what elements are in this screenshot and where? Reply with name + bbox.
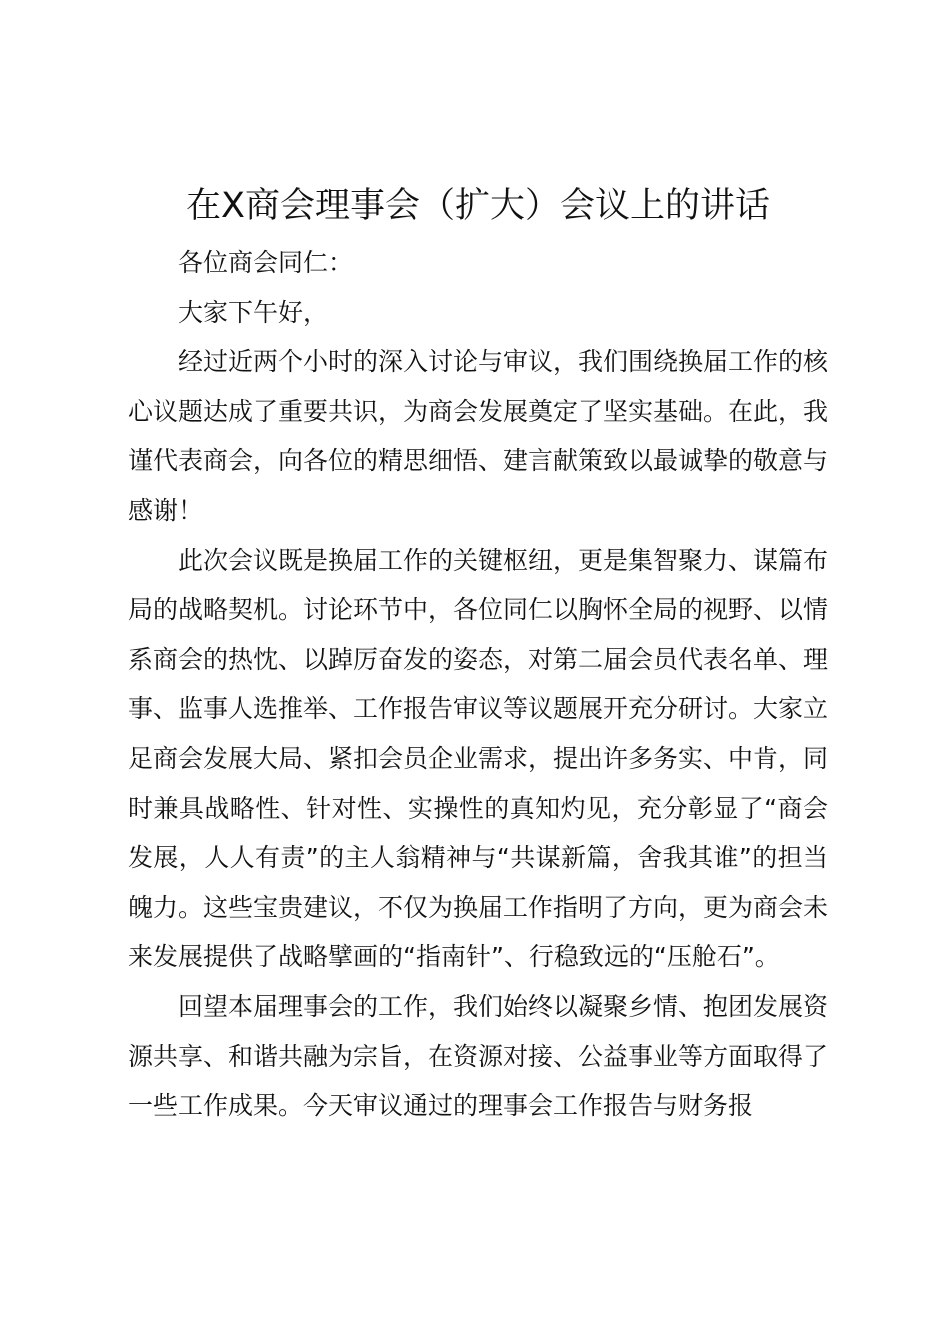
greeting: 大家下午好，: [178, 297, 329, 327]
document-title: 在X商会理事会（扩大）会议上的讲话: [186, 186, 770, 226]
paragraph-thanks: 经过近两个小时的深入讨论与审议，我们围绕换届工作的核心议题达成了重要共识，为商会发展奠定了坚实基础。在此，我谨代表商会，向各位的精思细悟、建言献策致以最诚挚的敬意与感谢！: [128, 347, 829, 525]
document-body: [128, 180, 828, 1131]
salutation: 各位商会同仁：: [178, 248, 354, 277]
paragraph-meeting-significance: 此次会议既是换届工作的关键枢纽，更是集智聚力、谋篇布局的战略契机。讨论环节中，各位同仁以胸怀全局的视野、以情系商会的热忱、以踔厉奋发的姿态，对第二届会员代表名单、理事、监事人选推举、工作报告审议等议题展开充分研讨。大家立足商会发展大局、紧扣会员企业需求，提出许多务实、中肯，同时兼具战略性、针对性、实操性的真知灼见，充分彰显了“商会发展，人人有责”的主人翁精神与“共谋新篇，舍我其谁”的担当魄力。这些宝贵建议，不仅为换届工作指明了方向，更为商会未来发展提供了战略擘画的“指南针”、行稳致远的“压舱石”。: [128, 545, 829, 972]
paragraph-review: 回望本届理事会的工作，我们始终以凝聚乡情、抱团发展资源共享、和谐共融为宗旨，在资源对接、公益事业等方面取得了一些工作成果。今天审议通过的理事会工作报告与财务报: [128, 991, 829, 1121]
